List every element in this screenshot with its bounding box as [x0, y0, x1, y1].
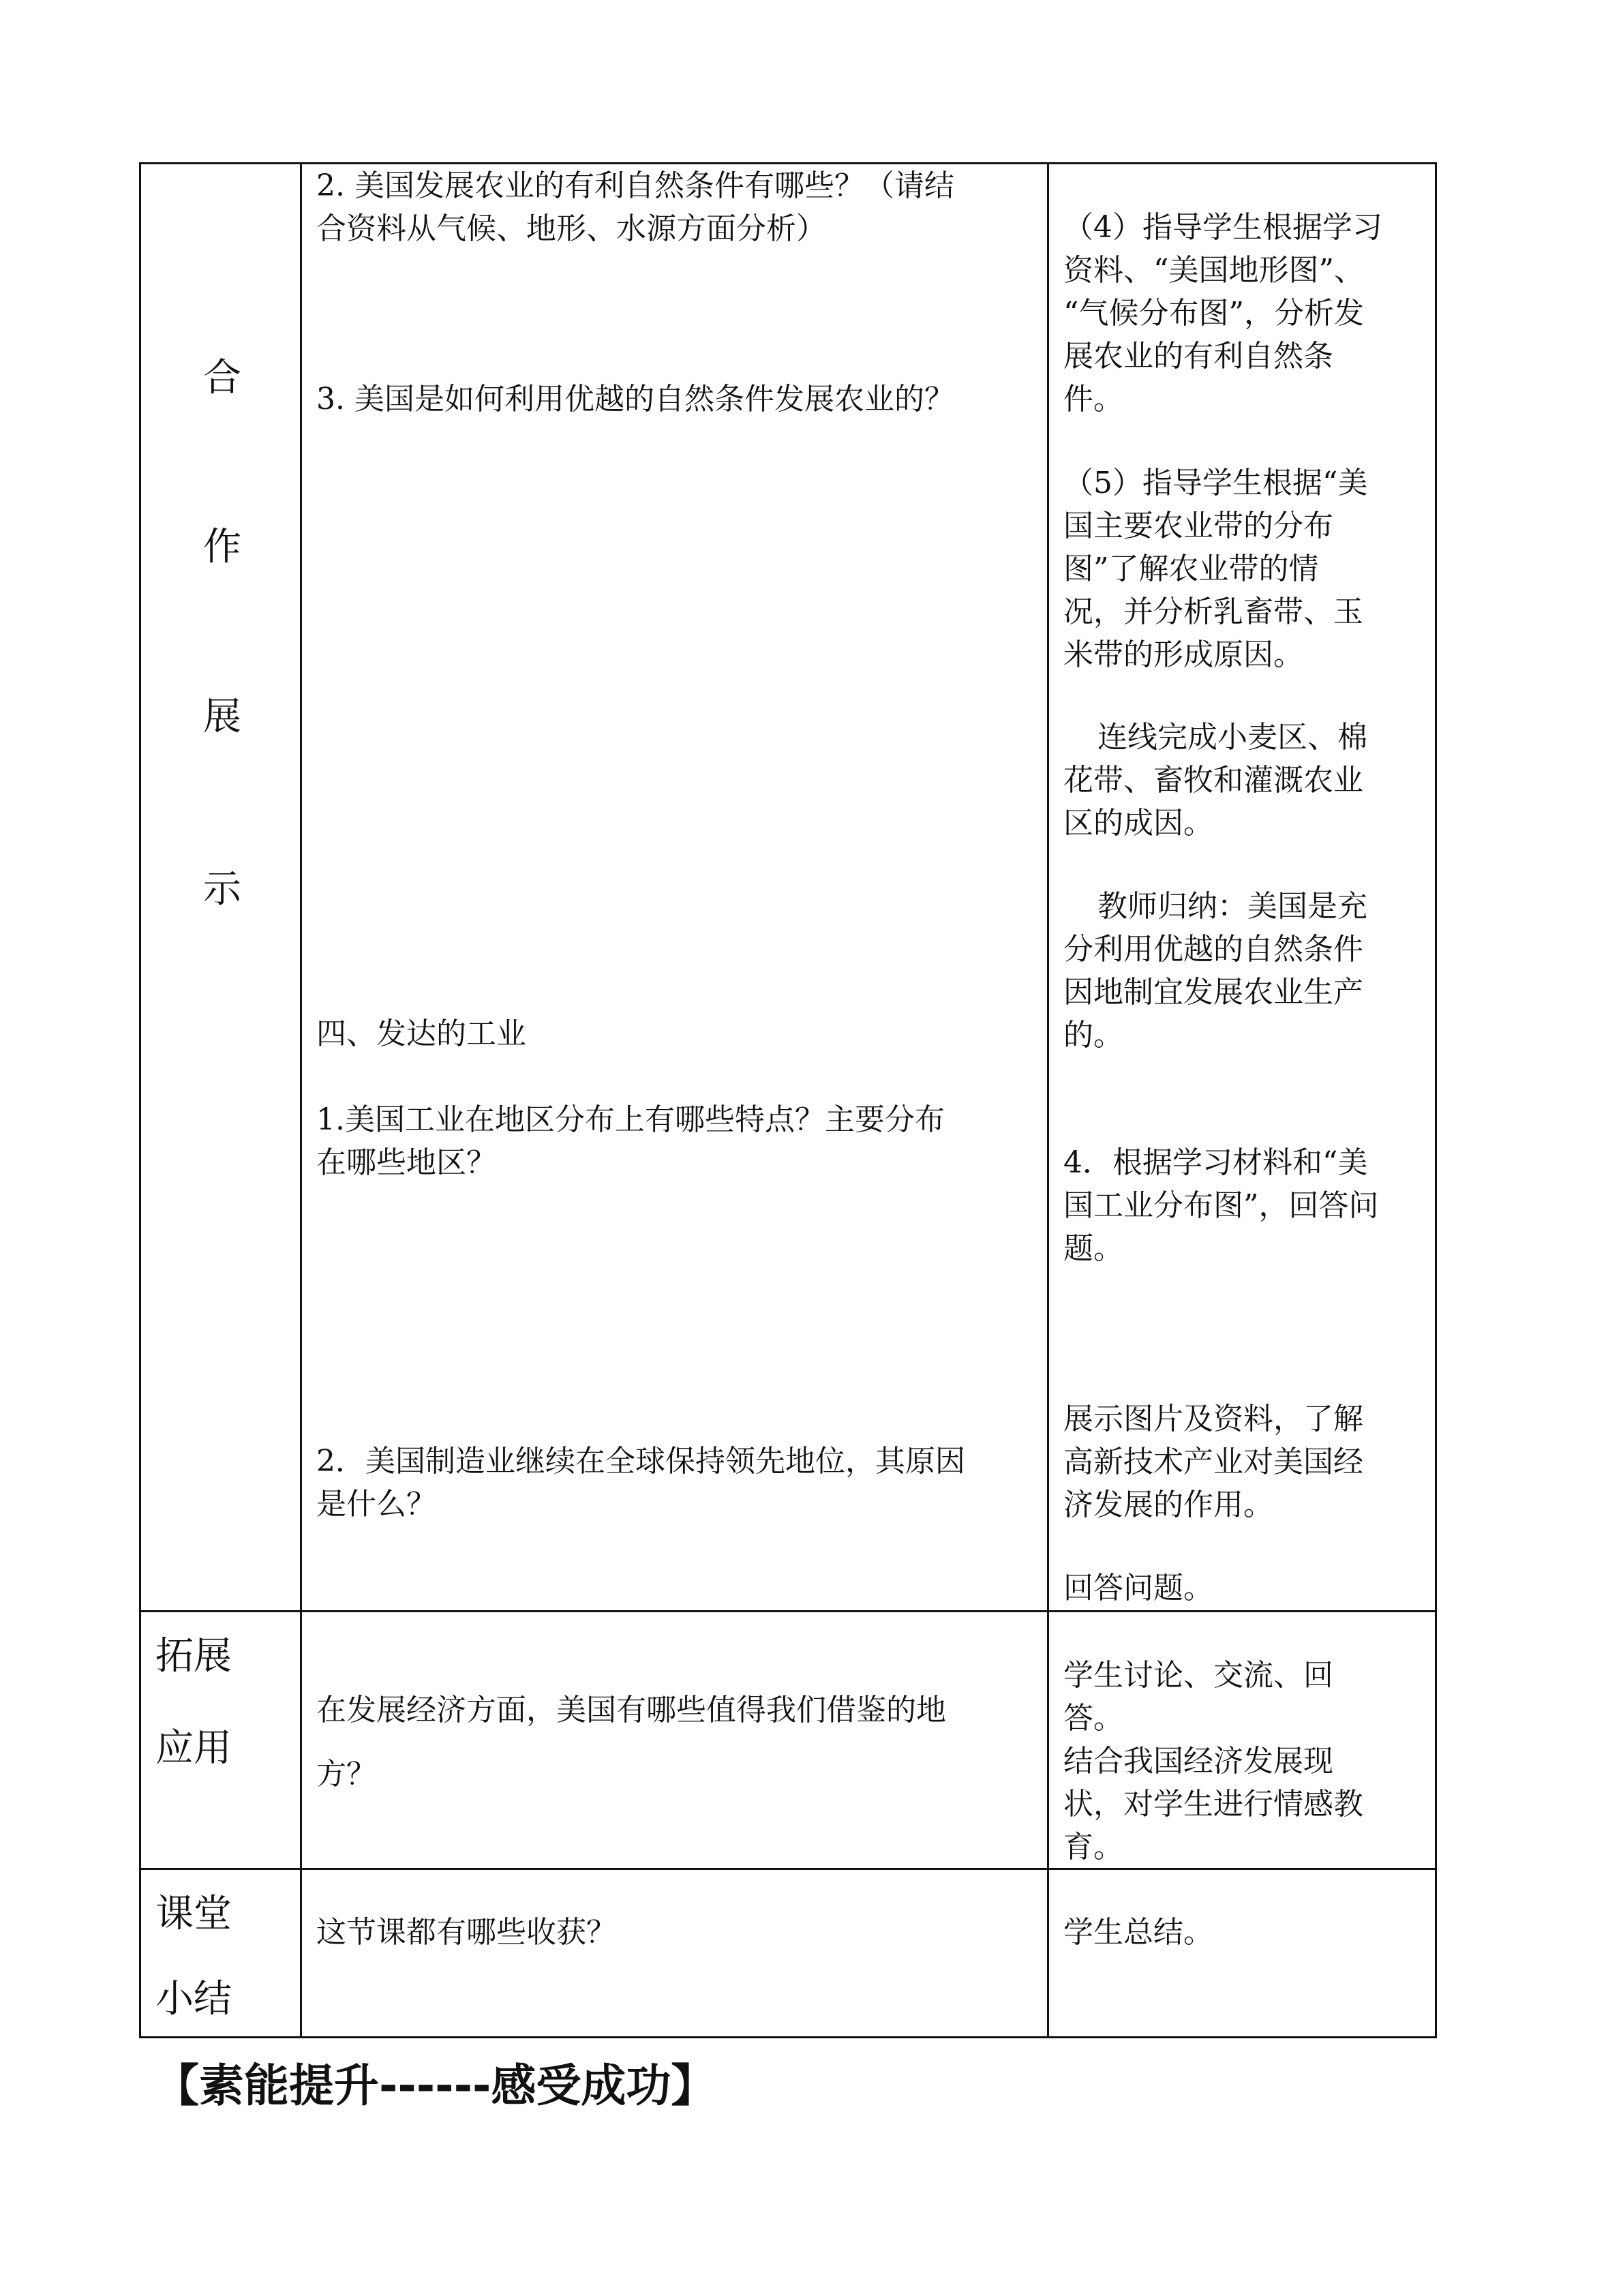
industry-task-line: 题。: [1063, 1231, 1123, 1266]
cooperation-label-char-4: 示: [203, 867, 241, 911]
guidance-step-4-line: （4）指导学生根据学习: [1063, 210, 1382, 245]
question-manufacturing-lead-line-1: 2．美国制造业继续在全球保持领先地位，其原因: [316, 1444, 965, 1479]
cooperation-label-char-3: 展: [203, 695, 241, 739]
summary-label-line-2: 小结: [155, 1977, 232, 2021]
guidance-step-5-line: 米带的形成原因。: [1063, 637, 1303, 672]
hightech-display-line: 展示图片及资料，了解: [1063, 1402, 1363, 1436]
summary-question: 这节课都有哪些收获？: [316, 1915, 616, 1950]
teacher-summary-line: 因地制宜发展农业生产: [1063, 975, 1363, 1010]
guidance-step-4-line: “气候分布图”，分析发: [1063, 296, 1364, 331]
question-agri-conditions-line-1: 2. 美国发展农业的有利自然条件有哪些？（请结: [316, 168, 954, 203]
guidance-step-4-line: 展农业的有利自然条: [1063, 339, 1333, 374]
guidance-step-4-line: 资料、“美国地形图”、: [1063, 253, 1364, 288]
extension-question-line-2: 方？: [316, 1757, 376, 1792]
question-industry-distribution-line-1: 1.美国工业在地区分布上有哪些特点？主要分布: [316, 1102, 945, 1137]
question-agri-conditions-line-2: 合资料从气候、地形、水源方面分析）: [316, 211, 826, 246]
teacher-summary-line: 教师归纳：美国是充: [1097, 889, 1367, 924]
question-agri-usage: 3. 美国是如何利用优越的自然条件发展农业的？: [316, 382, 954, 417]
hightech-display-line: 济发展的作用。: [1063, 1487, 1273, 1522]
answer-questions: 回答问题。: [1063, 1571, 1213, 1605]
column-divider-1: [300, 162, 302, 2038]
matching-task-line: 连线完成小麦区、棉: [1097, 720, 1367, 755]
column-divider-2: [1047, 162, 1049, 2038]
guidance-step-5-line: 国主要农业带的分布: [1063, 509, 1333, 543]
teacher-summary-line: 分利用优越的自然条件: [1063, 932, 1363, 967]
question-manufacturing-lead-line-2: 是什么？: [316, 1487, 436, 1522]
extension-activity-line: 答。: [1063, 1701, 1123, 1736]
extension-activity-line: 育。: [1063, 1830, 1123, 1864]
industry-task-line: 国工业分布图”，回答问: [1063, 1188, 1379, 1223]
extension-activity-line: 状，对学生进行情感教: [1063, 1787, 1363, 1822]
section-title: 【素能提升------感受成功】: [154, 2059, 716, 2112]
industry-task-line: 4．根据学习材料和“美: [1063, 1145, 1368, 1180]
section-heading-industry: 四、发达的工业: [316, 1016, 526, 1051]
matching-task-line: 花带、畜牧和灌溉农业: [1063, 763, 1363, 798]
question-industry-distribution-line-2: 在哪些地区？: [316, 1145, 496, 1180]
extension-activity-line: 学生讨论、交流、回: [1063, 1658, 1333, 1693]
row-divider-1: [139, 1610, 1437, 1612]
row-divider-2: [139, 1868, 1437, 1870]
matching-task-line: 区的成因。: [1063, 806, 1213, 841]
cooperation-label-char-1: 合: [203, 356, 241, 400]
summary-label-line-1: 课堂: [155, 1892, 232, 1936]
extension-label-line-2: 应用: [155, 1726, 232, 1770]
teacher-summary-line: 的。: [1063, 1018, 1123, 1053]
extension-label-line-1: 拓展: [155, 1634, 232, 1678]
guidance-step-5-line: 图”了解农业带的情: [1063, 552, 1319, 586]
extension-activity-line: 结合我国经济发展现: [1063, 1744, 1333, 1779]
hightech-display-line: 高新技术产业对美国经: [1063, 1445, 1363, 1479]
guidance-step-4-line: 件。: [1063, 382, 1123, 417]
cooperation-label-char-2: 作: [203, 525, 241, 569]
guidance-step-5-line: （5）指导学生根据“美: [1063, 466, 1368, 500]
summary-activity: 学生总结。: [1063, 1915, 1213, 1950]
extension-question-line-1: 在发展经济方面，美国有哪些值得我们借鉴的地: [316, 1693, 946, 1727]
guidance-step-5-line: 况，并分析乳畜带、玉: [1063, 594, 1363, 629]
